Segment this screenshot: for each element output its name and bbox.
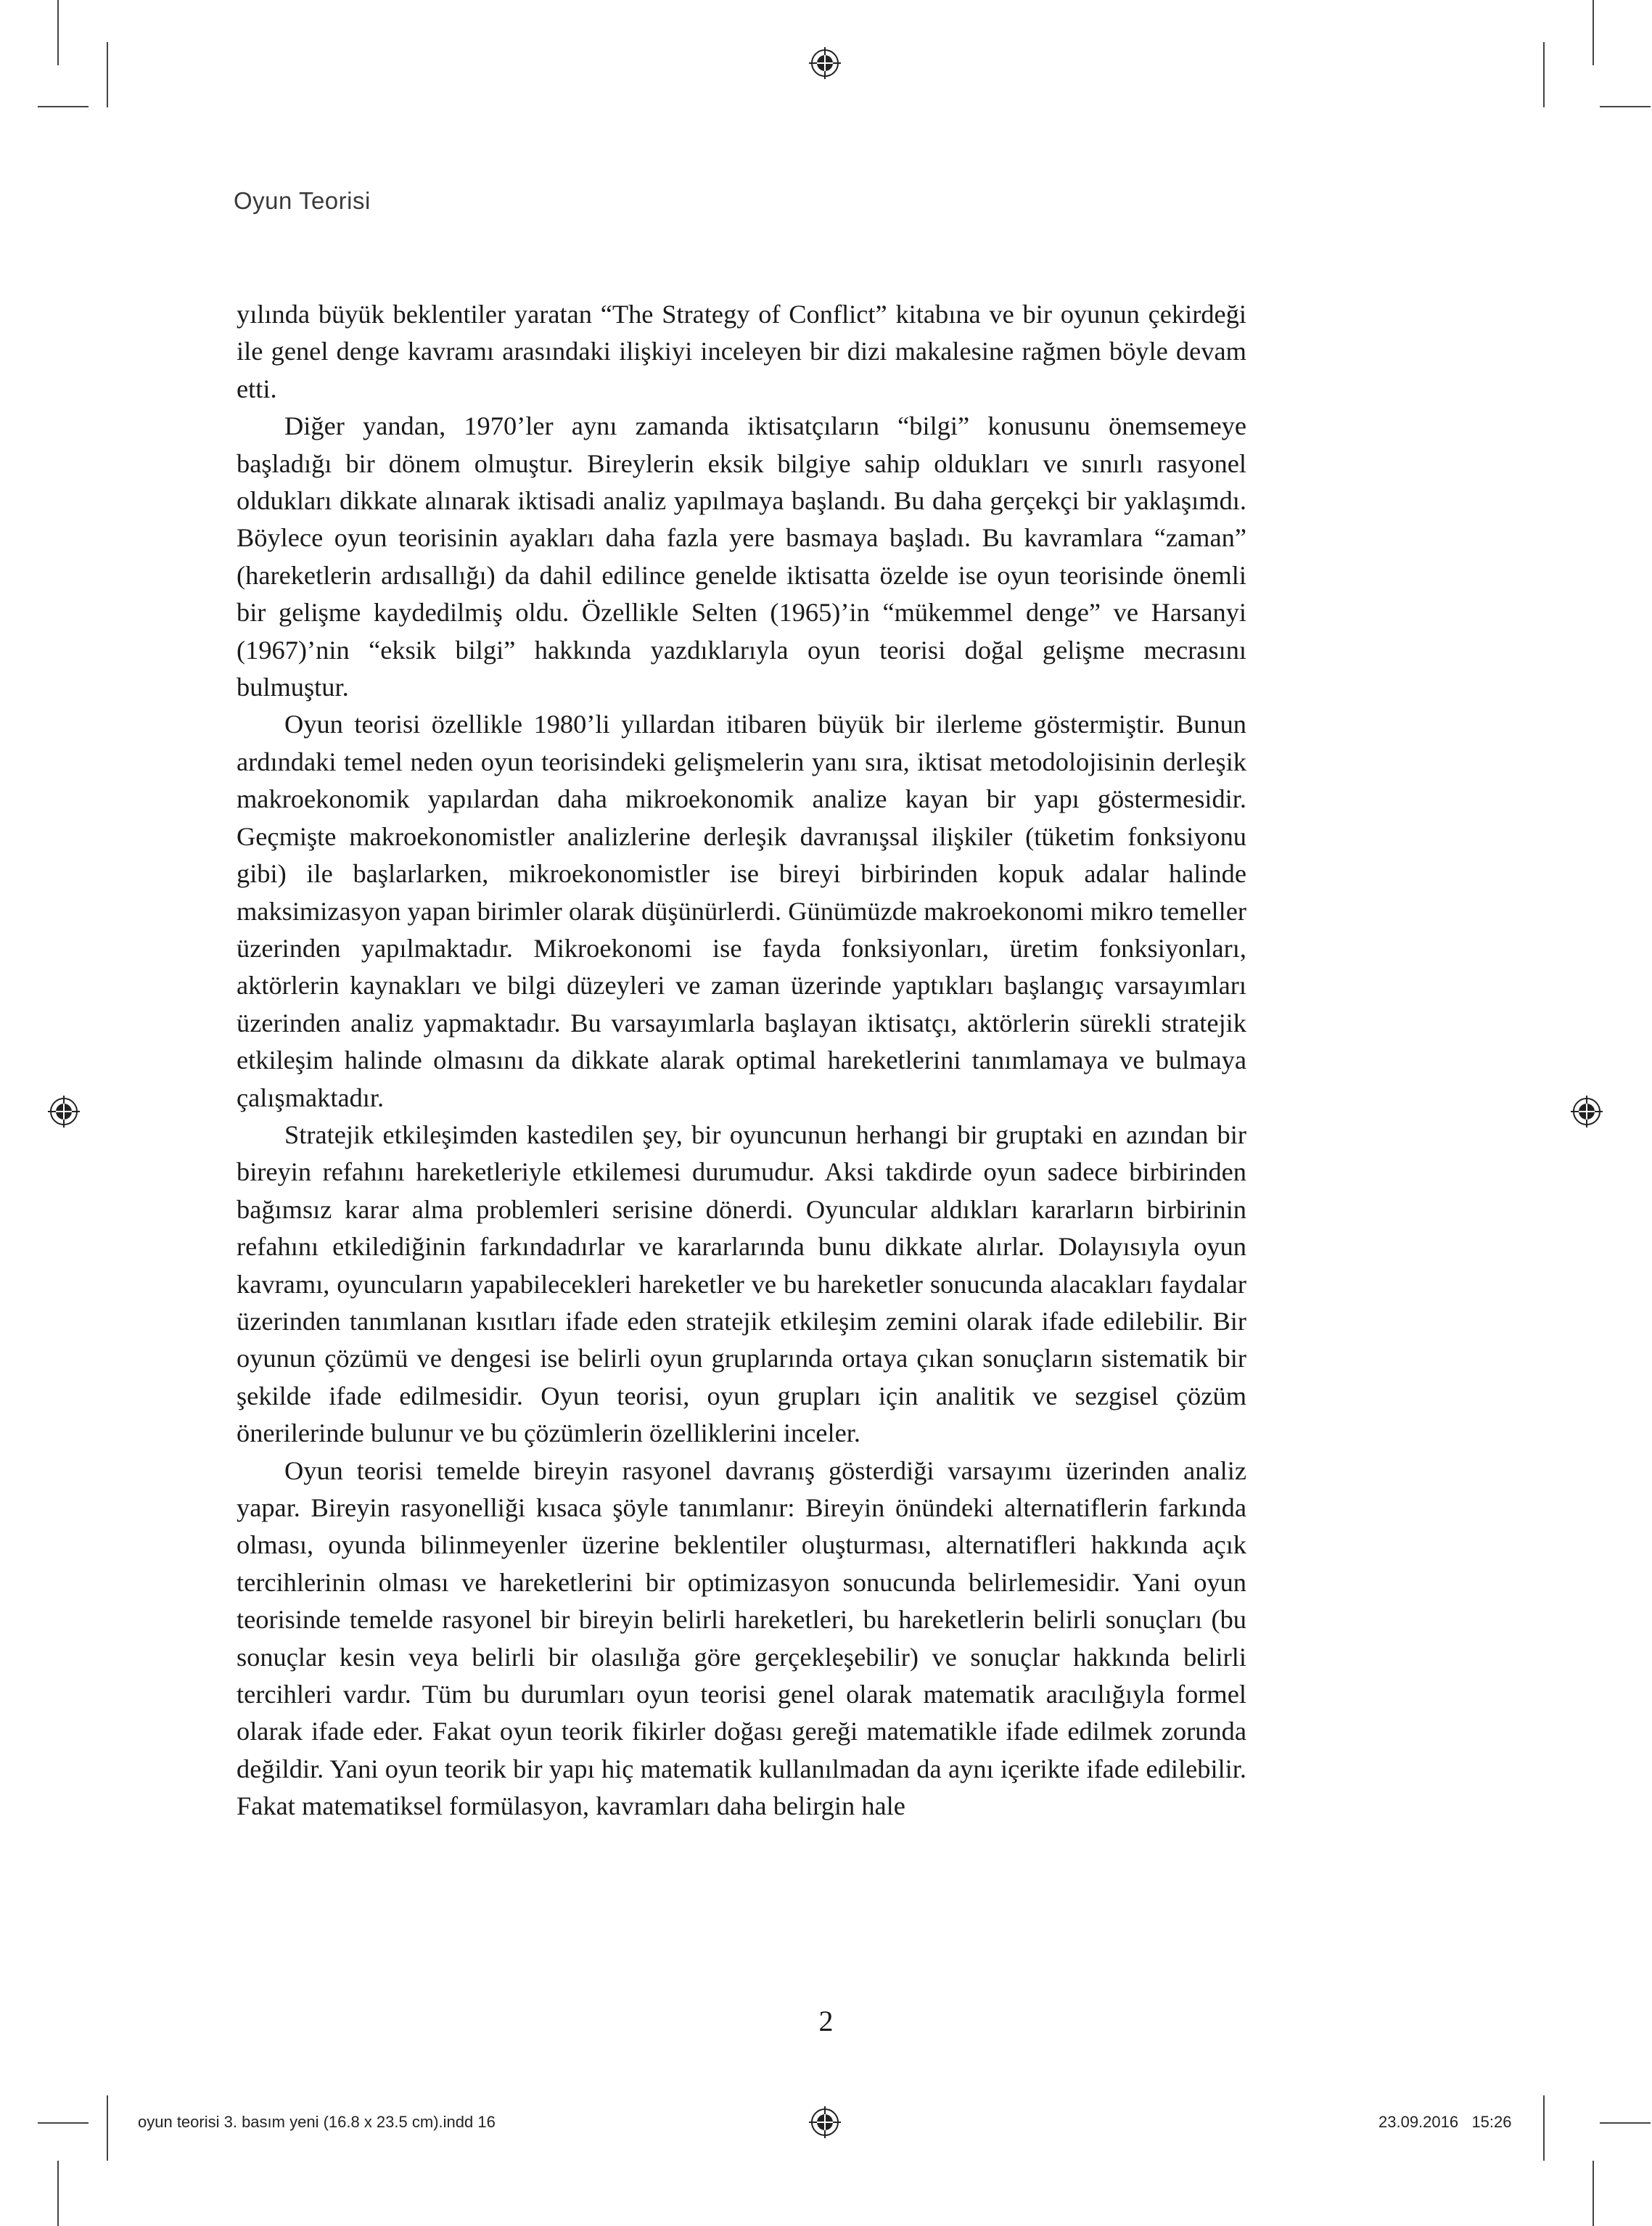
crop-mark-top-right-vertical-inner — [1543, 42, 1545, 107]
crop-mark-bottom-left-horizontal — [38, 2122, 89, 2124]
registration-target-icon — [809, 2106, 841, 2138]
registration-target-icon — [1571, 1096, 1603, 1128]
crop-mark-top-left-vertical — [57, 0, 59, 65]
running-head-title: Oyun Teorisi — [234, 187, 371, 214]
crop-mark-bottom-left-vertical-outer — [57, 2161, 59, 2226]
slug-filename: oyun teorisi 3. basım yeni (16.8 x 23.5 cm).indd 16 — [138, 2113, 496, 2131]
crop-mark-bottom-right-vertical-outer — [1593, 2161, 1594, 2226]
paragraph: Oyun teorisi temelde bireyin rasyonel davranış gösterdiği varsayımı üzerinden analiz yapar. Bireyin rasyonelliği kısaca şöyle tanımlanır: Bireyin önündeki alternatiflerin farkında olması, oyunda bilinmeyenler üzerine beklentiler oluşturması, alternatifleri hakkında açık tercihlerinin olması ve hareketlerini bir optimizasyon sonucunda belirlemesidir. Yani oyun teorisinde temelde rasyonel bir bireyin belirli hareketleri, bu hareketlerin belirli sonuçları (bu sonuçlar kesin veya belirli bir olasılığa göre gerçekleşebilir) ve sonuçlar hakkında belirli tercihleri vardır. Tüm bu durumları oyun teorisi genel olarak matematik aracılığıyla formel olarak ifade eder. Fakat oyun teorik fikirler doğası gereği matematikle ifade edilmek zorunda değildir. Yani oyun teorik bir yapı hiç matematik kullanılmadan da aynı içerikte ifade edilebilir. Fakat matematiksel formülasyon, kavramları daha belirgin hale — [237, 1455, 1246, 1821]
page-number: 2 — [818, 2005, 834, 2037]
crop-mark-top-left-horizontal — [38, 106, 89, 107]
body-text — [237, 296, 1246, 1825]
paragraph: Oyun teorisi özellikle 1980’li yıllardan itibaren büyük bir ilerleme göstermiştir. Bunun ardındaki temel neden oyun teorisindeki gelişmelerin yanı sıra, iktisat metodolojisinin derleşik makroekonomik yapılardan daha mikroekonomik analize kayan bir yapı göstermesidir. Geçmişte makroekonomistler analizlerine derleşik davranışsal ilişkiler (tüketim fonksiyonu gibi) ile başlarlarken, mikroekonomistler ise bireyi birbirinden kopuk adalar halinde maksimizasyon yapan birimler olarak düşünürlerdi. Günümüzde makroekonomi mikro temeller üzerinden yapılmaktadır. Mikroekonomi ise fayda fonksiyonları, üretim fonksiyonları, aktörlerin kaynakları ve bilgi düzeyleri ve zaman üzerinde yaptıkları başlangıç varsayımları üzerinden analiz yapmaktadır. Bu varsayımlarla başlayan iktisatçı, aktörlerin sürekli stratejik etkileşim halinde olmasını da dikkate alarak optimal hareketlerini tanımlamaya ve bulmaya çalışmaktadır. — [237, 710, 1246, 1112]
crop-mark-top-right-vertical — [1593, 0, 1594, 65]
crop-mark-top-left-vertical-inner — [107, 42, 108, 107]
crop-mark-bottom-right-vertical — [1543, 2095, 1545, 2161]
slug-datetime: 23.09.2016 15:26 — [1378, 2113, 1512, 2131]
paragraph: Stratejik etkileşimden kastedilen şey, bir oyuncunun herhangi bir gruptaki en azından bir bireyin refahını hareketleriyle etkilemesi durumudur. Aksi takdirde oyun sadece birbirinden bağımsız karar alma problemleri serisine dönerdi. Oyuncular aldıkları kararların birbirinin refahını etkilediğinin farkındadırlar ve kararlarında bunu dikkate alırlar. Dolayısıyla oyun kavramı, oyuncuların yapabilecekleri hareketler ve bu hareketler sonucunda alacakları faydalar üzerinden tanımlanan kısıtları ifade eden stratejik etkileşim zemini olarak ifade edilebilir. Bir oyunun çözümü ve dengesi ise belirli oyun gruplarında ortaya çıkan sonuçların sistematik bir şekilde ifade edilmesidir. Oyun teorisi, oyun grupları için analitik ve sezgisel çözüm önerilerinde bulunur ve bu çözümlerin özelliklerini inceler. — [237, 1120, 1246, 1448]
crop-mark-top-right-horizontal — [1600, 106, 1651, 107]
crop-mark-bottom-right-horizontal — [1600, 2122, 1651, 2124]
crop-mark-bottom-left-vertical — [107, 2095, 108, 2161]
paragraph: Diğer yandan, 1970’ler aynı zamanda iktisatçıların “bilgi” konusunu önemsemeye başladığı bir dönem olmuştur. Bireylerin eksik bilgiye sahip oldukları ve sınırlı rasyonel oldukları dikkate alınarak iktisadi analiz yapılmaya başlandı. Bu daha gerçekçi bir yaklaşımdı. Böylece oyun teorisinin ayakları daha fazla yere basmaya başladı. Bu kavramlara “zaman” (hareketlerin ardısallığı) da dahil edilince genelde iktisatta özelde ise oyun teorisinde önemli bir gelişme kaydedilmiş oldu. Özellikle Selten (1965)’in “mükemmel denge” ve Harsanyi (1967)’nin “eksik bilgi” hakkında yazdıklarıyla oyun teorisi doğal gelişme mecrasını bulmuştur. — [237, 411, 1246, 702]
registration-target-icon — [809, 47, 841, 79]
registration-target-icon — [48, 1096, 80, 1128]
paragraph: yılında büyük beklentiler yaratan “The Strategy of Conflict” kitabına ve bir oyunun çekirdeği ile genel denge kavramı arasındaki ilişkiyi inceleyen bir dizi makalesine rağmen böyle devam etti. — [237, 300, 1246, 403]
